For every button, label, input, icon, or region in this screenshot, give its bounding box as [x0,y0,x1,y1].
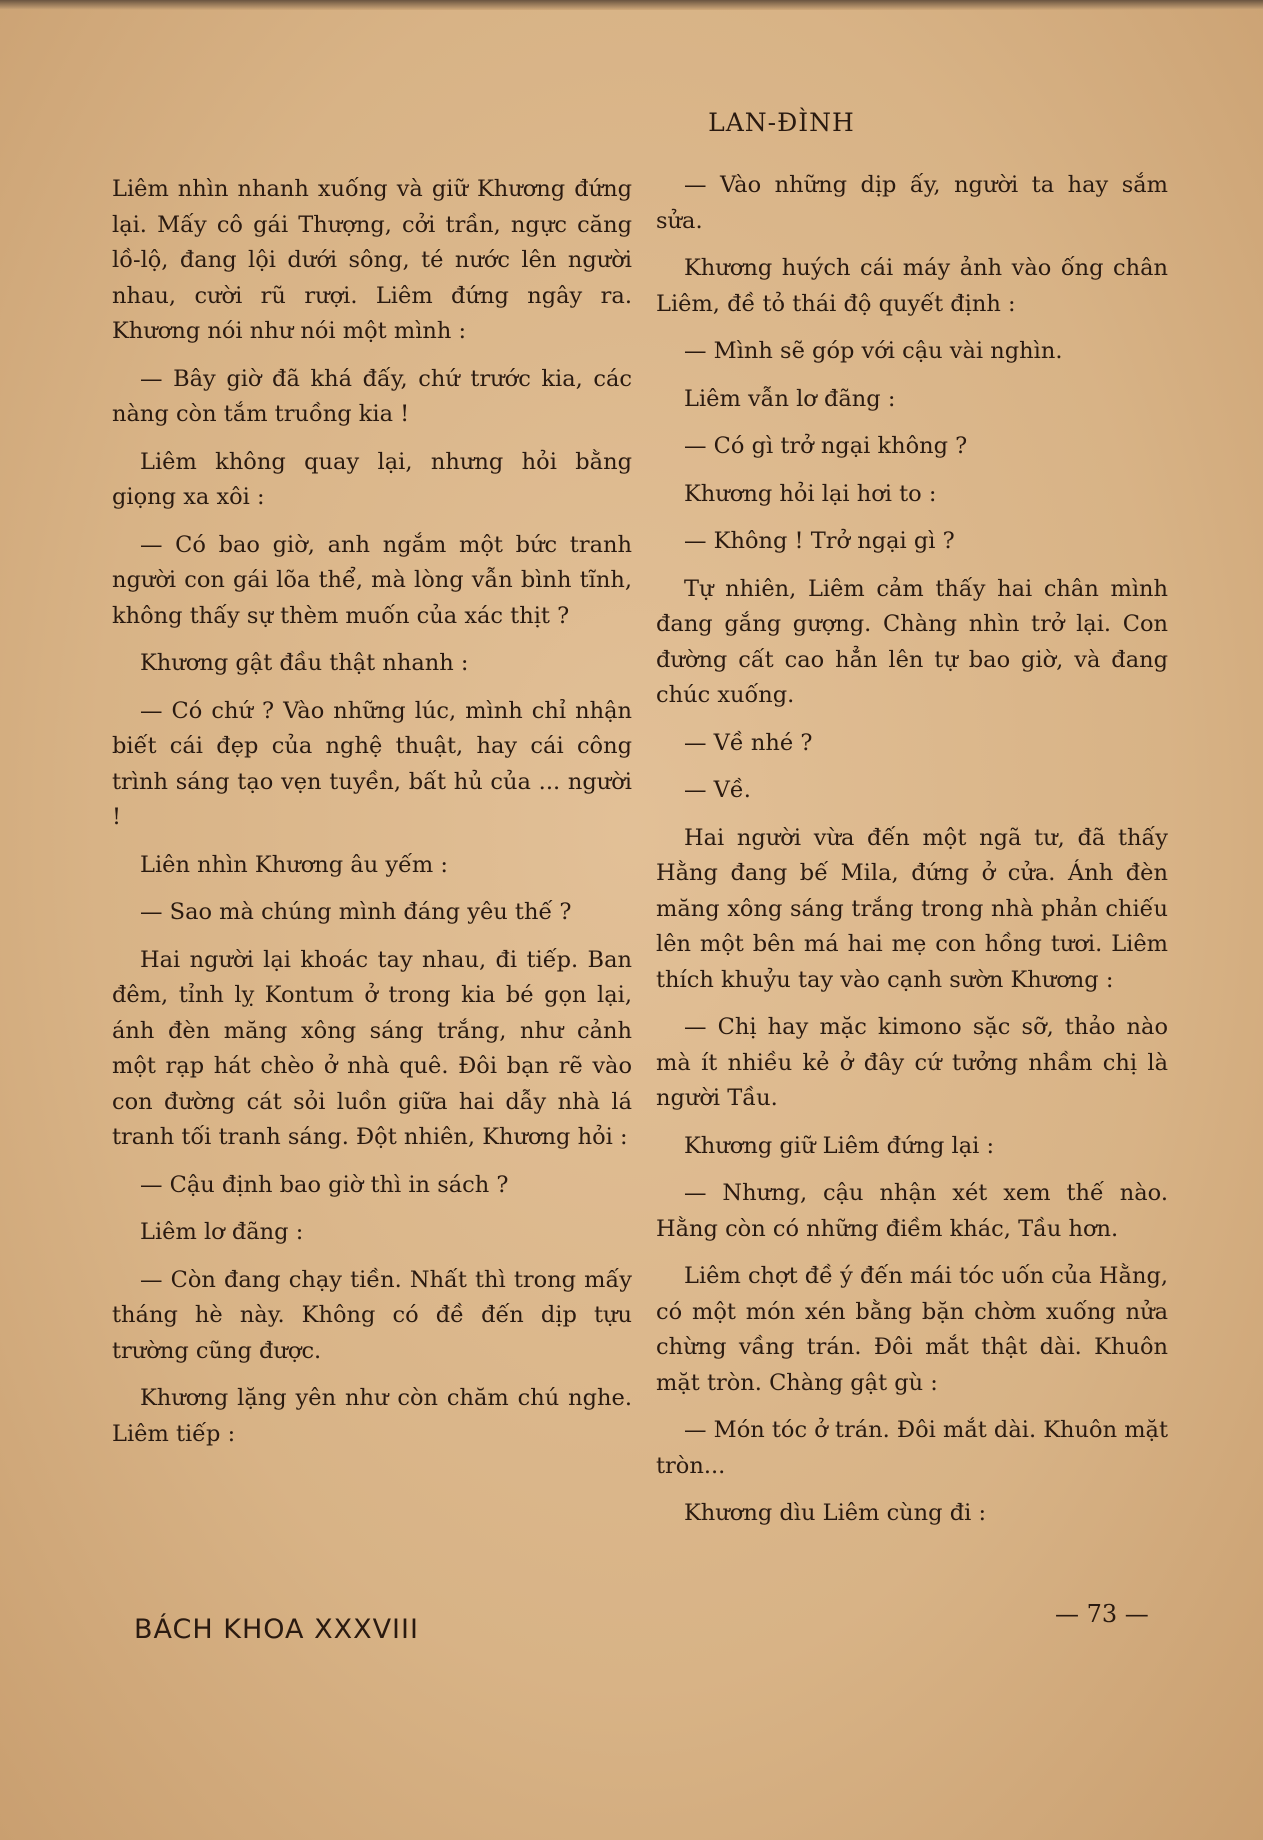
paragraph: Khương hỏi lại hơi to : [684,480,937,507]
left-column [112,172,632,1464]
paragraph: — Không ! Trở ngại gì ? [684,528,955,554]
paragraph: — Cậu định bao giờ thì in sách ? [140,1171,509,1198]
paragraph: Liêm nhìn nhanh xuống và giữ Khương đứng lại. Mấy cô gái Thượng, cởi trần, ngực căng lồ-lộ, đang lội dưới sông, té nước lên người nhau, cười rũ rượi. Liêm đứng ngây ra. Khương nói như nói một mình : [112,176,632,344]
running-title: LAN-ĐÌNH [708,108,855,137]
paragraph: Hai người vừa đến một ngã tư, đã thấy Hằng đang bế Mila, đứng ở cửa. Ánh đèn măng xông sáng trắng trong nhà phản chiếu lên một bên má hai mẹ con hồng tươi. Liêm thích khuỷu tay vào cạnh sườn Khương : [656,824,1168,993]
publication-footer: BÁCH KHOA XXXVIII [134,1614,419,1645]
right-column [656,168,1168,1544]
paragraph: Hai người lại khoác tay nhau, đi tiếp. Ban đêm, tỉnh lỵ Kontum ở trong kia bé gọn lại, ánh đèn măng xông sáng trắng, như cảnh một rạp hát chèo ở nhà quê. Đôi bạn rẽ vào con đường cát sỏi luồn giữa hai dẫy nhà lá tranh tối tranh sáng. Đột nhiên, Khương hỏi : [112,946,632,1150]
paragraph: Khương dìu Liêm cùng đi : [684,1500,987,1526]
paragraph: Tự nhiên, Liêm cảm thấy hai chân mình đang gắng gượng. Chàng nhìn trở lại. Con đường cất cao hẳn lên tự bao giờ, và đang chúc xuống. [656,575,1168,708]
paragraph: — Vào những dịp ấy, người ta hay sắm sửa. [656,172,1168,234]
paragraph: Liêm vẫn lơ đãng : [684,385,896,412]
paragraph: Khương lặng yên như còn chăm chú nghe. Liêm tiếp : [112,1385,632,1447]
paragraph: — Bây giờ đã khá đấy, chứ trước kia, các nàng còn tắm truồng kia ! [112,365,632,427]
page-number: — 73 — [1055,1600,1149,1628]
paragraph: Khương gật đầu thật nhanh : [140,650,469,676]
paragraph: — Chị hay mặc kimono sặc sỡ, thảo nào mà ít nhiều kẻ ở đây cứ tưởng nhầm chị là người Tầu. [656,1014,1168,1111]
paragraph: Liêm chợt đề ý đến mái tóc uốn của Hằng, có một món xén bằng bặn chờm xuống nửa chừng vầng trán. Đôi mắt thật dài. Khuôn mặt tròn. Chàng gật gù : [656,1263,1169,1396]
paragraph: — Có gì trở ngại không ? [684,433,968,459]
paragraph: — Còn đang chạy tiền. Nhất thì trong mấy tháng hè này. Không có đề đến dịp tựu trường cũng được. [112,1266,632,1364]
paragraph: Khương giữ Liêm đứng lại : [684,1132,995,1159]
paragraph: — Về. [684,777,751,803]
paragraph: — Mình sẽ góp với cậu vài nghìn. [684,338,1063,364]
paragraph: Liên nhìn Khương âu yếm : [140,851,448,878]
paragraph: Khương huých cái máy ảnh vào ống chân Liêm, đề tỏ thái độ quyết định : [656,255,1168,317]
paragraph: — Có chứ ? Vào những lúc, mình chỉ nhận biết cái đẹp của nghệ thuật, hay cái công trình sáng tạo vẹn tuyền, bất hủ của ... người ! [112,697,632,830]
paragraph: — Có bao giờ, anh ngắm một bức tranh người con gái lõa thể, mà lòng vẫn bình tĩnh, không thấy sự thèm muốn của xác thịt ? [112,531,632,629]
paragraph: Liêm lơ đãng : [140,1219,304,1245]
page-top-edge [0,0,1263,10]
paragraph: — Sao mà chúng mình đáng yêu thế ? [140,899,572,925]
paragraph: — Món tóc ở trán. Đôi mắt dài. Khuôn mặt tròn... [656,1417,1169,1479]
paragraph: — Về nhé ? [684,729,813,756]
paragraph: Liêm không quay lại, nhưng hỏi bằng giọng xa xôi : [112,448,632,510]
paragraph: — Nhưng, cậu nhận xét xem thế nào. Hằng còn có những điềm khác, Tầu hơn. [656,1180,1168,1242]
